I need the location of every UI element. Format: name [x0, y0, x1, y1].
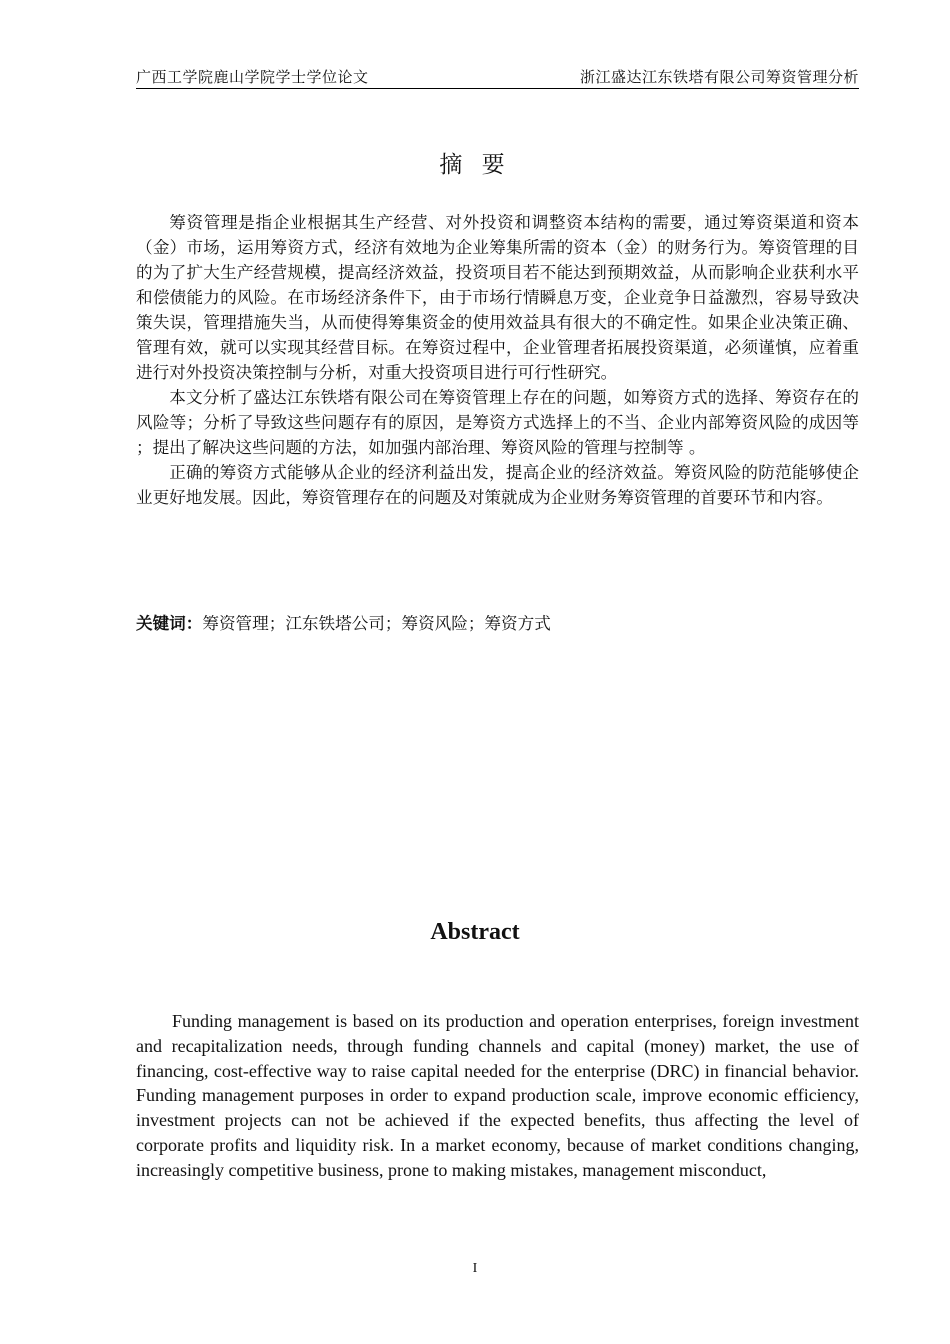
keywords-text: 筹资管理；江东铁塔公司；筹资风险；筹资方式 [202, 614, 551, 633]
chinese-abstract-body [136, 210, 859, 510]
chinese-abstract-title: 摘 要 [439, 152, 511, 178]
keywords-line [136, 610, 859, 634]
page-header [136, 64, 859, 89]
english-abstract-body [136, 1009, 859, 1183]
header-school: 广西工学院鹿山学院学士学位论文 [136, 68, 369, 86]
header-thesis-title: 浙江盛达江东铁塔有限公司筹资管理分析 [579, 68, 859, 86]
page-number: I [472, 1261, 478, 1276]
keywords-label: 关键词： [136, 614, 203, 633]
english-abstract-title: Abstract [430, 919, 520, 945]
chinese-paragraph-2: 本文分析了盛达江东铁塔有限公司在筹资管理上存在的问题，如筹资方式的选择、筹资存在的风险等；分析了导致这些问题存有的原因，是筹资方式选择上的不当、企业内部筹资风险的成因等 ；提出了解决这些问题的方法，如加强内部治理、筹资风险的管理与控制等 。 [136, 388, 859, 457]
chinese-paragraph-1: 筹资管理是指企业根据其生产经营、对外投资和调整资本结构的需要，通过筹资渠道和资本（金）市场，运用筹资方式，经济有效地为企业筹集所需的资本（金）的财务行为。筹资管理的目的为了扩大生产经营规模，提高经济效益，投资项目若不能达到预期效益，从而影响企业获利水平和偿债能力的风险。在市场经济条件下，由于市场行情瞬息万变，企业竞争日益激烈，容易导致决策失误，管理措施失当，从而使得筹集资金的使用效益具有很大的不确定性。如果企业决策正确、管理有效，就可以实现其经营目标。在筹资过程中，企业管理者拓展投资渠道，必须谨慎，应着重进行对外投资决策控制与分析，对重大投资项目进行可行性研究。 [136, 213, 859, 382]
english-paragraph: Funding management is based on its production and operation enterprises, foreign investment and recapitalization needs, through funding channels and capital (money) market, the use of financing, cost-effective way to raise capital needed for the enterprise (DRC) in financial behavior. Funding management purposes in order to expand production scale, improve economic efficiency, investment projects can not be achieved if the expected benefits, thus affecting the level of corporate profits and liquidity risk. In a market economy, because of market conditions changing, increasingly competitive business, prone to making mistakes, management misconduct, [136, 1011, 859, 1180]
chinese-paragraph-3: 正确的筹资方式能够从企业的经济利益出发，提高企业的经济效益。筹资风险的防范能够使企业更好地发展。因此，筹资管理存在的问题及对策就成为企业财务筹资管理的首要环节和内容。 [136, 463, 859, 507]
